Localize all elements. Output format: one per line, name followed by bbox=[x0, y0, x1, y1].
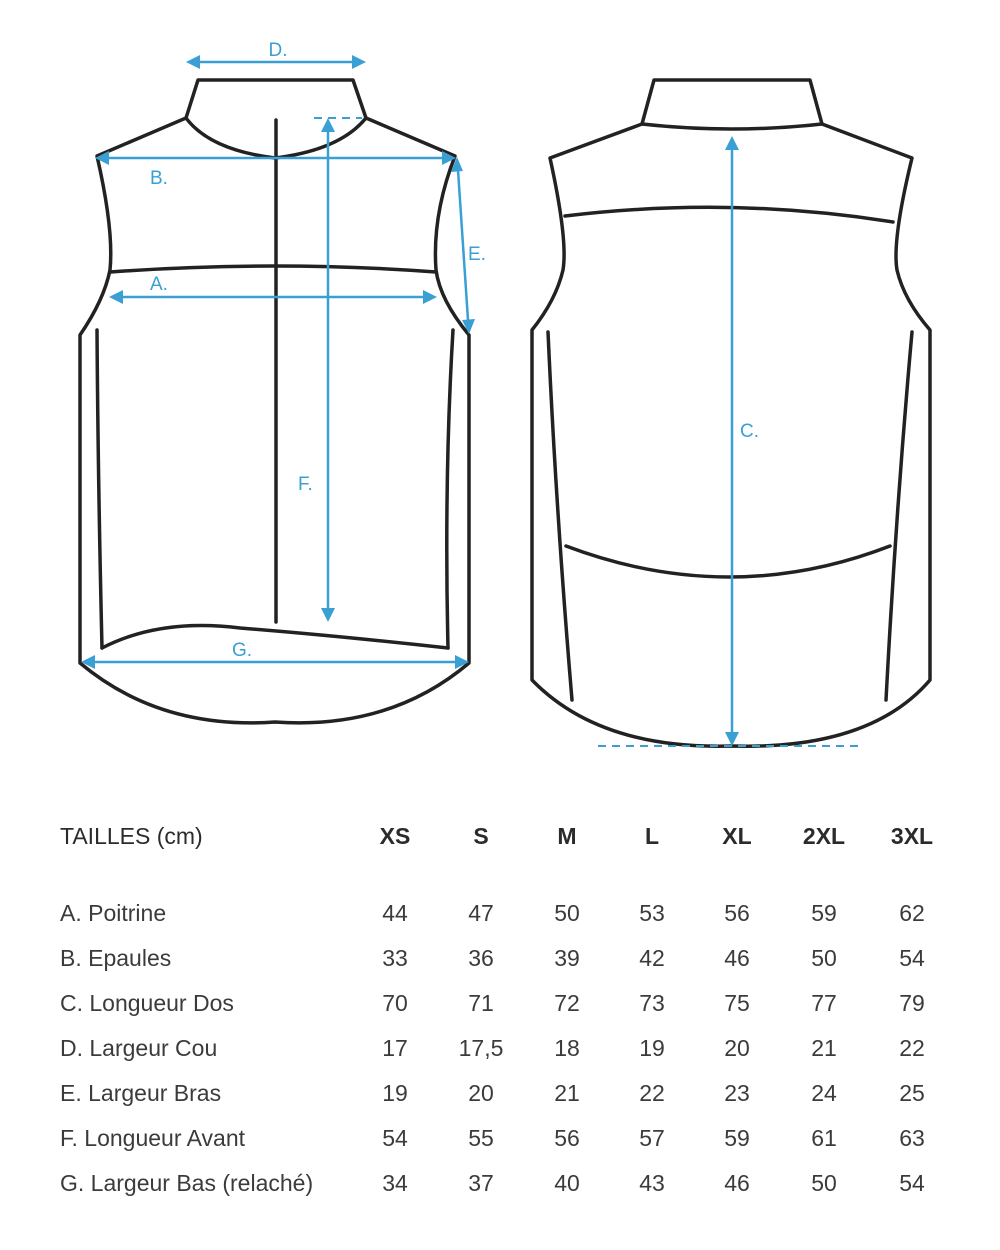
table-cell: 21 bbox=[811, 1035, 837, 1061]
table-cell: 46 bbox=[724, 1170, 750, 1196]
table-cell: 37 bbox=[468, 1170, 494, 1196]
table-cell: 62 bbox=[899, 900, 925, 926]
measure-b-label: B. bbox=[150, 168, 168, 189]
measurement-name: Epaules bbox=[88, 945, 172, 971]
table-cell: 22 bbox=[639, 1080, 665, 1106]
table-cell: 34 bbox=[382, 1170, 408, 1196]
size-header: S bbox=[473, 823, 489, 849]
measurement-label bbox=[60, 1118, 245, 1158]
table-cell: 18 bbox=[554, 1035, 580, 1061]
measurement-label bbox=[60, 893, 166, 933]
table-row bbox=[0, 1163, 1000, 1203]
table-cell: 77 bbox=[811, 990, 837, 1016]
back-yoke-seam bbox=[565, 207, 893, 222]
table-row bbox=[0, 1118, 1000, 1158]
size-header: 2XL bbox=[802, 823, 846, 849]
table-cell: 54 bbox=[899, 1170, 925, 1196]
table-cell: 79 bbox=[899, 990, 925, 1016]
measurement-name: Poitrine bbox=[88, 900, 167, 926]
table-cell: 44 bbox=[382, 900, 408, 926]
measure-a-label: A. bbox=[150, 274, 168, 295]
back-collar bbox=[642, 80, 822, 129]
front-right-side-panel bbox=[447, 330, 453, 648]
table-cell: 55 bbox=[468, 1125, 494, 1151]
measurement-letter: F. bbox=[60, 1125, 78, 1151]
table-cell: 17,5 bbox=[458, 1035, 504, 1061]
measurement-name: Largeur Bras bbox=[88, 1080, 222, 1106]
back-left-side-panel bbox=[548, 332, 572, 700]
measure-e-line bbox=[458, 170, 468, 320]
table-cell: 56 bbox=[554, 1125, 580, 1151]
measure-c-label: C. bbox=[740, 421, 759, 442]
table-cell: 72 bbox=[554, 990, 580, 1016]
table-row bbox=[0, 1028, 1000, 1068]
measure-a-arrow-left bbox=[109, 290, 123, 304]
table-cell: 25 bbox=[899, 1080, 925, 1106]
measure-c-arrow-top bbox=[725, 136, 739, 150]
table-cell: 33 bbox=[382, 945, 408, 971]
back-right-side-panel bbox=[886, 332, 912, 700]
table-cell: 22 bbox=[899, 1035, 925, 1061]
front-chest-seam bbox=[110, 266, 436, 272]
table-cell: 59 bbox=[724, 1125, 750, 1151]
table-cell: 50 bbox=[554, 900, 580, 926]
table-cell: 47 bbox=[468, 900, 494, 926]
table-cell: 57 bbox=[639, 1125, 665, 1151]
table-cell: 19 bbox=[639, 1035, 665, 1061]
front-view bbox=[80, 40, 486, 723]
measurement-name: Longueur Avant bbox=[84, 1125, 246, 1151]
table-cell: 56 bbox=[724, 900, 750, 926]
measure-a-arrow-right bbox=[423, 290, 437, 304]
table-cell: 61 bbox=[811, 1125, 837, 1151]
table-cell: 19 bbox=[382, 1080, 408, 1106]
table-cell: 75 bbox=[724, 990, 750, 1016]
measure-e-label: E. bbox=[468, 244, 486, 265]
measurement-name: Largeur Cou bbox=[89, 1035, 218, 1061]
measurement-letter: E. bbox=[60, 1080, 82, 1106]
measure-d-label: D. bbox=[268, 40, 288, 61]
measurement-letter: A. bbox=[60, 900, 82, 926]
size-table-header bbox=[0, 816, 1000, 856]
table-cell: 42 bbox=[639, 945, 665, 971]
table-cell: 43 bbox=[639, 1170, 665, 1196]
size-header: 3XL bbox=[890, 823, 934, 849]
table-cell: 17 bbox=[382, 1035, 408, 1061]
table-cell: 50 bbox=[811, 945, 837, 971]
table-header-label: TAILLES (cm) bbox=[60, 823, 203, 849]
back-lower-seam bbox=[566, 546, 890, 577]
table-cell: 21 bbox=[554, 1080, 580, 1106]
measurement-letter: B. bbox=[60, 945, 82, 971]
measurement-label bbox=[60, 1028, 217, 1068]
table-cell: 36 bbox=[468, 945, 494, 971]
table-cell: 70 bbox=[382, 990, 408, 1016]
measure-f-arrow-top bbox=[321, 118, 335, 132]
measurement-label bbox=[60, 938, 171, 978]
size-header: L bbox=[644, 823, 660, 849]
front-left-side-panel bbox=[97, 330, 102, 648]
size-header: M bbox=[557, 823, 577, 849]
measure-d-arrow-left bbox=[186, 55, 200, 69]
measurement-label bbox=[60, 983, 234, 1023]
measure-c-arrow-bottom bbox=[725, 732, 739, 746]
table-cell: 23 bbox=[724, 1080, 750, 1106]
table-row bbox=[0, 893, 1000, 933]
measurement-letter: G. bbox=[60, 1170, 85, 1196]
table-cell: 73 bbox=[639, 990, 665, 1016]
table-row bbox=[0, 1073, 1000, 1113]
table-row bbox=[0, 938, 1000, 978]
measure-f-label: F. bbox=[298, 474, 313, 495]
table-cell: 71 bbox=[468, 990, 494, 1016]
measurement-letter: D. bbox=[60, 1035, 83, 1061]
measure-f-arrow-bottom bbox=[321, 608, 335, 622]
front-hem-curve bbox=[102, 626, 448, 649]
measurement-name: Largeur Bas (relaché) bbox=[90, 1170, 314, 1196]
table-cell: 24 bbox=[811, 1080, 837, 1106]
measurement-letter: C. bbox=[60, 990, 83, 1016]
measurement-name: Longueur Dos bbox=[89, 990, 234, 1016]
table-cell: 20 bbox=[468, 1080, 494, 1106]
table-cell: 46 bbox=[724, 945, 750, 971]
measure-d-arrow-right bbox=[352, 55, 366, 69]
measurement-label bbox=[60, 1163, 313, 1203]
table-cell: 40 bbox=[554, 1170, 580, 1196]
table-row bbox=[0, 983, 1000, 1023]
table-cell: 20 bbox=[724, 1035, 750, 1061]
measurement-label bbox=[60, 1073, 221, 1113]
table-cell: 50 bbox=[811, 1170, 837, 1196]
table-cell: 53 bbox=[639, 900, 665, 926]
back-view bbox=[532, 80, 930, 746]
size-header: XL bbox=[722, 823, 752, 849]
measure-g-label: G. bbox=[232, 640, 253, 661]
table-cell: 54 bbox=[899, 945, 925, 971]
table-cell: 54 bbox=[382, 1125, 408, 1151]
table-cell: 59 bbox=[811, 900, 837, 926]
table-cell: 63 bbox=[899, 1125, 925, 1151]
size-header: XS bbox=[379, 823, 411, 849]
table-cell: 39 bbox=[554, 945, 580, 971]
